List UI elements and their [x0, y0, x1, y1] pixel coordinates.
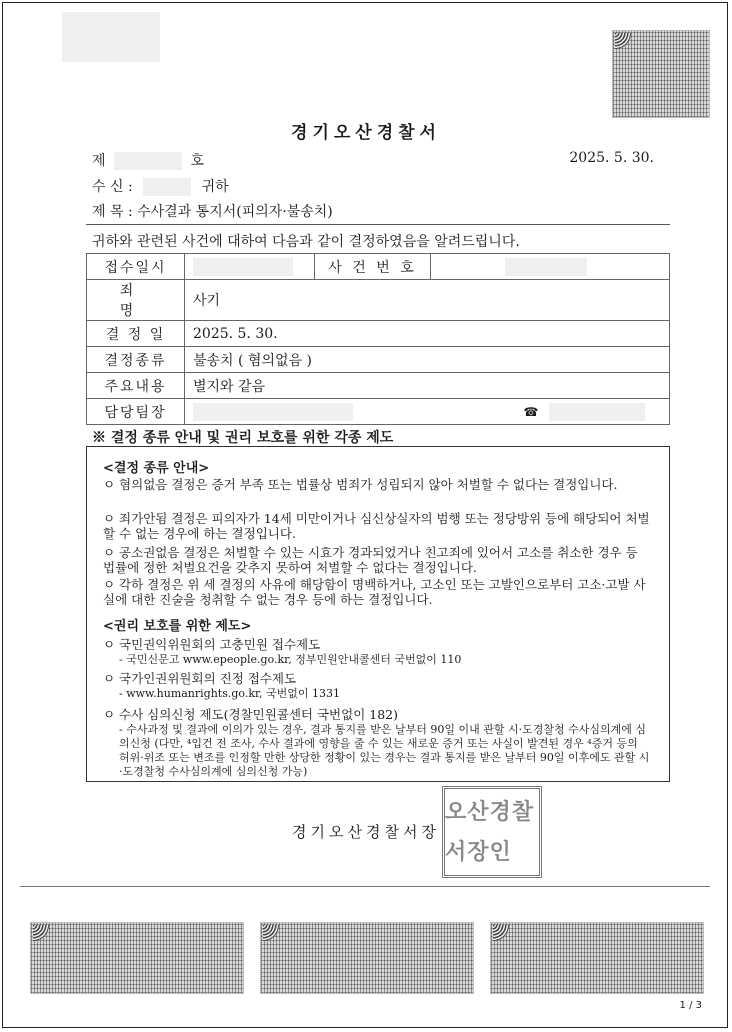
subject-line [92, 201, 333, 221]
rights-section-title: <권리 보호를 위한 제도> [103, 619, 252, 634]
list-item: ㅇ 혐의없음 결정은 증거 부족 또는 법률상 범죄가 성립되지 않아 처벌할 수 없다는 결정입니다. [103, 477, 618, 492]
team-value [185, 399, 670, 425]
redacted-receipt-date [193, 258, 293, 276]
official-seal-icon: 오산경찰서장인 [442, 786, 542, 878]
intro-text: 귀하와 관련된 사건에 대하여 다음과 같이 결정하였음을 알려드립니다. [92, 234, 520, 250]
subject-text: 수사결과 통지서(피의자·불송치) [137, 204, 333, 220]
charge-value: 사기 [185, 280, 670, 321]
list-item: ㅇ 죄가안됨 결정은 피의자가 14세 미만이거나 심신상실자의 범행 또는 정당방위 등에 해당되어 처벌할 수 없는 경우에 하는 결정입니다. [103, 511, 650, 541]
redacted-number [114, 152, 182, 170]
subject-label: 제 목 : [92, 204, 133, 220]
recipient-label: 수 신 : [92, 179, 133, 195]
decision-type-value: 불송치 ( 혐의없음 ) [185, 347, 670, 373]
redacted-header-block [62, 12, 160, 62]
decision-date-value: 2025. 5. 30. [185, 321, 670, 347]
rights-item-detail: - 국민신문고 www.epeople.go.kr, 정부민원안내콜센터 국번없이 110 [119, 653, 462, 666]
redacted-case-no [505, 258, 587, 276]
case-no-value [431, 254, 670, 280]
receipt-date-value [185, 254, 315, 280]
decision-section-title: <결정 종류 안내> [103, 461, 210, 476]
barcode-icon [490, 922, 704, 994]
rights-item-detail: - 수사과정 및 결과에 이의가 있는 경우, 결과 통지를 받은 날부터 90일 이내 관할 시·도경찰청 수사심의계에 심의신청 (다만, ⁴입건 전 조사, 수사 결과에 영향을 줄 수 있는 새로운 증거 또는 사실이 발견된 경우 ⁴증거 등의 허위·위조 또는 변조를 인정할 만한 상당한 정황이 있는 경우는 결과 통지를 받은 날부터 90일 이후에도 관할 시·도경찰청 수사심의계에 심의신청 가능) [119, 723, 650, 778]
recipient-suffix: 귀하 [201, 179, 229, 195]
page-number: 1 / 3 [679, 1000, 702, 1011]
decision-date-label: 결 정 일 [87, 321, 185, 347]
rights-item-title: ㅇ 수사 심의신청 제도(경찰민원콜센터 국번없이 182) [103, 707, 398, 722]
rights-item-title: ㅇ 국가인권위원회의 진정 접수제도 [103, 671, 297, 686]
document-title: 경기오산경찰서 [291, 123, 441, 143]
redacted-team-name [193, 403, 353, 421]
barcode-icon [612, 30, 710, 118]
recipient-line [92, 176, 229, 196]
table-row [87, 280, 670, 321]
phone-icon: ☎ [523, 404, 539, 419]
rights-item-title: ㅇ 국민권익위원회의 고충민원 접수제도 [103, 637, 321, 652]
barcode-icon [30, 922, 244, 994]
number-suffix: 호 [190, 153, 204, 169]
divider [86, 224, 670, 225]
number-prefix: 제 [92, 153, 106, 169]
table-row [87, 399, 670, 425]
table-row [87, 321, 670, 347]
document-number [92, 150, 204, 170]
main-content-label: 주요내용 [87, 373, 185, 399]
case-info-table [86, 253, 670, 425]
decision-type-label: 결정종류 [87, 347, 185, 373]
barcode-icon [260, 922, 474, 994]
redacted-phone [549, 403, 645, 421]
receipt-date-label: 접수일시 [87, 254, 185, 280]
team-label: 담당팀장 [87, 399, 185, 425]
rights-item-detail: - www.humanrights.go.kr, 국번없이 1331 [119, 687, 341, 700]
table-row [87, 347, 670, 373]
list-item: ㅇ 공소권없음 결정은 처벌할 수 있는 시효가 경과되었거나 친고죄에 있어서 고소를 취소한 경우 등 법률에 정한 처벌요건을 갖추지 못하여 처벌할 수 없다는 결정입니다. [103, 545, 638, 575]
document-date: 2025. 5. 30. [569, 150, 654, 166]
table-row [87, 254, 670, 280]
table-row [87, 373, 670, 399]
case-no-label: 사 건 번 호 [315, 254, 431, 280]
issuer-chief: 경기오산경찰서장 [292, 823, 440, 841]
notice-box [86, 446, 670, 782]
list-item: ㅇ 각하 결정은 위 세 결정의 사유에 해당함이 명백하거나, 고소인 또는 고발인으로부터 고소·고발 사실에 대한 진술을 청취할 수 없는 경우 등에 하는 결정입니다. [103, 577, 646, 607]
main-content-value: 별지와 같음 [185, 373, 670, 399]
notice-heading: ※ 결정 종류 안내 및 권리 보호를 위한 각종 제도 [92, 430, 394, 446]
redacted-recipient [143, 178, 191, 196]
cut-line [20, 886, 710, 887]
charge-label: 죄 명 [87, 280, 185, 321]
